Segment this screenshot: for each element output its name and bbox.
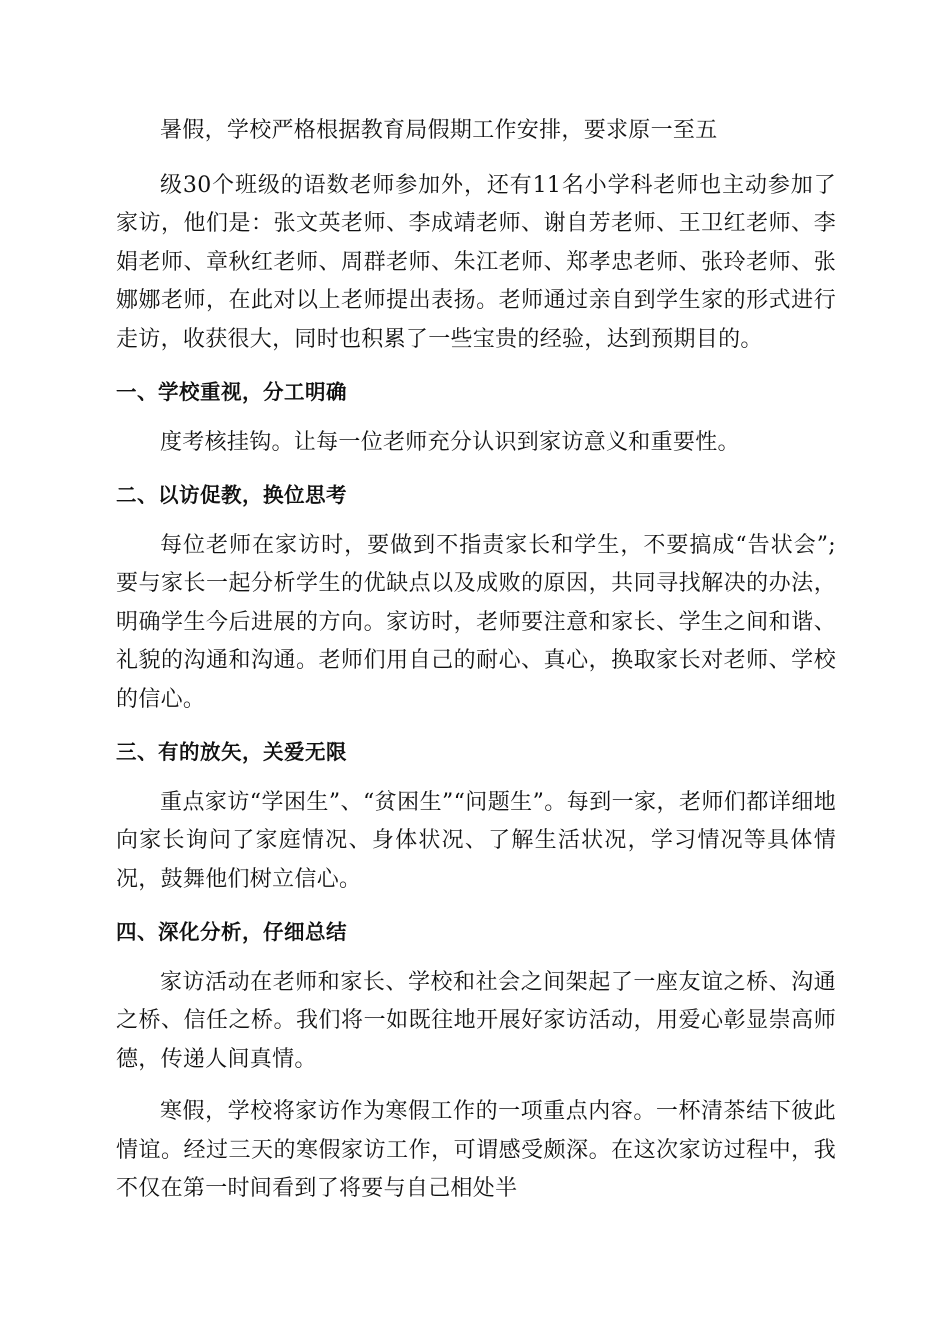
section-heading-1: 一、学校重视，分工明确 xyxy=(116,380,347,404)
section-heading-3: 三、有的放矢，关爱无限 xyxy=(116,740,347,764)
section-body-3: 重点家访“学困生”、“贫困生”“问题生”。每到一家，老师们都详细地向家长询问了家庭情况、身体状况、了解生活状况，学习情况等具体情况，鼓舞他们树立信心。 xyxy=(116,789,836,892)
section-body-2: 每位老师在家访时，要做到不指责家长和学生，不要搞成“告状会”;要与家长一起分析学生的优缺点以及成败的原因，共同寻找解决的办法，明确学生今后进展的方向。家访时，老师要注意和家长、学生之间和谐、礼貌的沟通和沟通。老师们用自己的耐心、真心，换取家长对老师、学校的信心。 xyxy=(116,532,836,712)
intro-line: 暑假，学校严格根据教育局假期工作安排，要求原一至五 xyxy=(160,118,718,143)
section-heading-4: 四、深化分析，仔细总结 xyxy=(116,920,347,944)
intro-paragraph: 级30个班级的语数老师参加外，还有11名小学科老师也主动参加了家访，他们是：张文英老师、李成靖老师、谢自芳老师、王卫红老师、李娟老师、章秋红老师、周群老师、朱江老师、郑孝忠老师、张玲老师、张娜娜老师，在此对以上老师提出表扬。老师通过亲自到学生家的形式进行走访，收获很大，同时也积累了一些宝贵的经验，达到预期目的。 xyxy=(116,172,836,352)
section-heading-2: 二、以访促教，换位思考 xyxy=(116,483,347,507)
closing-paragraph: 寒假，学校将家访作为寒假工作的一项重点内容。一杯清茶结下彼此情谊。经过三天的寒假家访工作，可谓感受颇深。在这次家访过程中，我不仅在第一时间看到了将要与自己相处半 xyxy=(116,1099,836,1201)
section-body-4: 家访活动在老师和家长、学校和社会之间架起了一座友谊之桥、沟通之桥、信任之桥。我们将一如既往地开展好家访活动，用爱心彰显崇高师德，传递人间真情。 xyxy=(116,969,836,1072)
document-body xyxy=(116,112,836,1209)
section-body-1: 度考核挂钩。让每一位老师充分认识到家访意义和重要性。 xyxy=(160,429,740,455)
